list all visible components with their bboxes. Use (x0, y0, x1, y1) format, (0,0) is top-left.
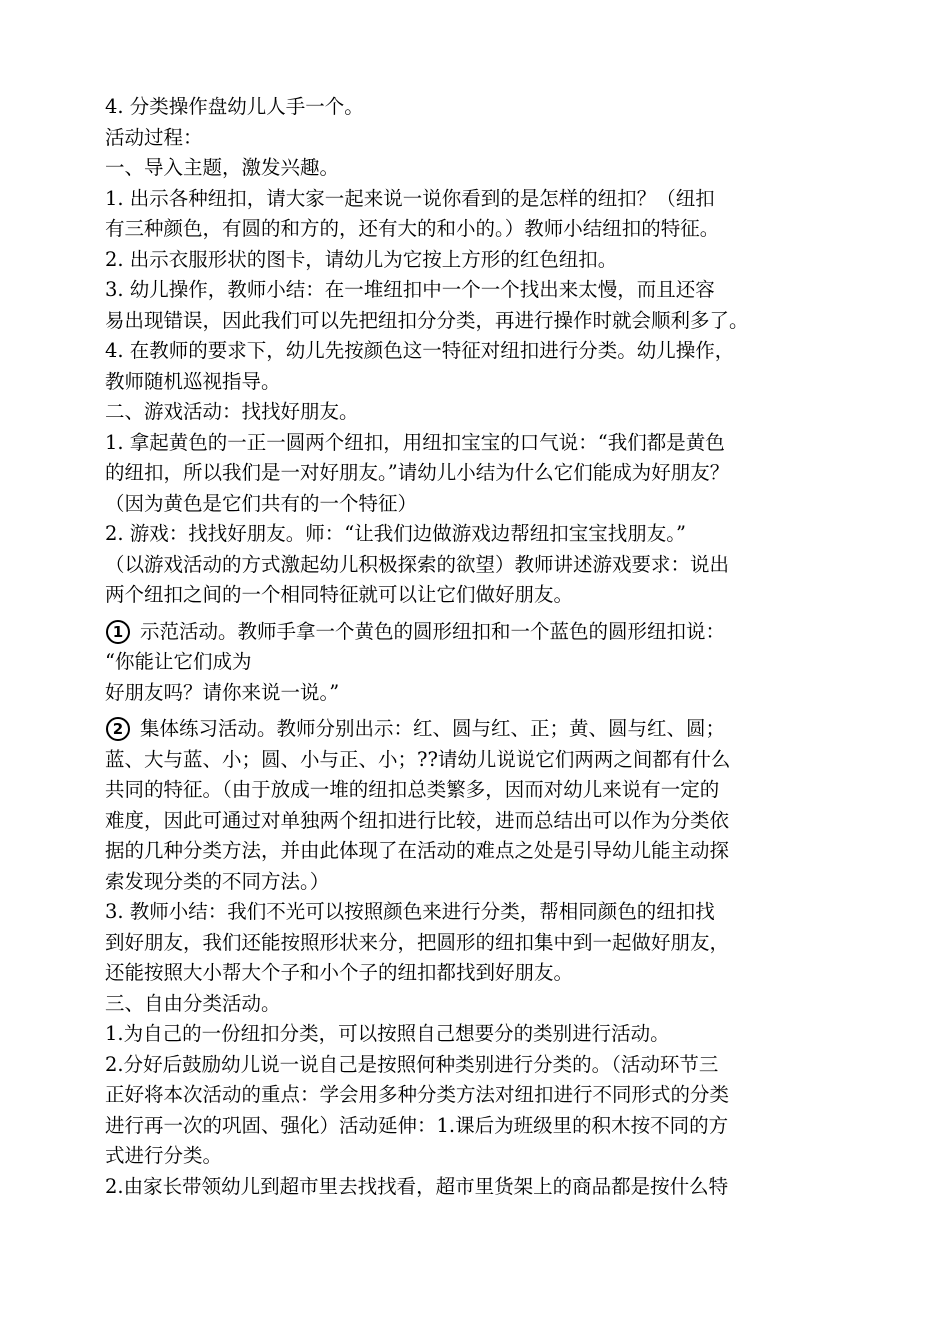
text-line: 3. 教师小结：我们不光可以按照颜色来进行分类，帮相同颜色的纽扣找 (105, 900, 715, 923)
text-line: 4. 分类操作盘幼儿人手一个。 (105, 95, 364, 118)
text-line: 1. 出示各种纽扣，请大家一起来说一说你看到的是怎样的纽扣？（纽扣 (105, 186, 715, 210)
text-line: 2.由家长带领幼儿到超市里去找找看，超市里货架上的商品都是按什么特 (105, 1174, 729, 1198)
text-line: （因为黄色是它们共有的一个特征） (105, 491, 418, 515)
text-line: 4. 在教师的要求下，幼儿先按颜色这一特征对纽扣进行分类。幼儿操作， (105, 339, 735, 362)
text-line: 难度，因此可通过对单独两个纽扣进行比较，进而总结出可以作为分类依 (105, 808, 730, 832)
text-line: 进行再一次的巩固、强化）活动延伸：1.课后为班级里的积木按不同的方 (105, 1113, 729, 1137)
text-line: （以游戏活动的方式激起幼儿积极探索的欲望）教师讲述游戏要求：说出 (105, 552, 730, 576)
text-line: 共同的特征。（由于放成一堆的纽扣总类繁多，因而对幼儿来说有一定的 (105, 778, 720, 801)
text-line: 1. 拿起黄色的一正一圆两个纽扣，用纽扣宝宝的口气说：“我们都是黄色 (105, 430, 725, 454)
text-line: 2. 游戏：找找好朋友。师：“让我们边做游戏边帮纽扣宝宝找朋友。” (105, 522, 686, 545)
text-line: 1.为自己的一份纽扣分类，可以按照自己想要分的类别进行活动。 (105, 1022, 670, 1045)
text-line: 索发现分类的不同方法。） (105, 869, 330, 893)
text-line: 两个纽扣之间的一个相同特征就可以让它们做好朋友。 (105, 583, 574, 606)
text-line: 到好朋友，我们还能按照形状来分，把圆形的纽扣集中到一起做好朋友， (105, 930, 730, 954)
circled-item-line (105, 714, 875, 745)
text-line: “你能让它们成为 (105, 650, 252, 673)
text-line: 的纽扣，所以我们是一对好朋友。”请幼儿小结为什么它们能成为好朋友？ (105, 461, 730, 484)
text-line: 2.分好后鼓励幼儿说一说自己是按照何种类别进行分类的。（活动环节三 (105, 1052, 719, 1076)
text-line: 正好将本次活动的重点：学会用多种分类方法对纽扣进行不同形式的分类 (105, 1083, 730, 1106)
section-heading: 二、游戏活动：找找好朋友。 (105, 400, 359, 423)
text-line: 据的几种分类方法，并由此体现了在活动的难点之处是引导幼儿能主动探 (105, 839, 730, 862)
text-line: 好朋友吗？请你来说一说。” (105, 680, 340, 704)
item-text: 集体练习活动。教师分别出示：红、圆与红、正；黄、圆与红、圆； (140, 717, 726, 740)
text-line: 蓝、大与蓝、小；圆、小与正、小；??请幼儿说说它们两两之间都有什么 (105, 747, 731, 771)
text-line: 2. 出示衣服形状的图卡，请幼儿为它按上方形的红色纽扣。 (105, 247, 618, 271)
item-text: 示范活动。教师手拿一个黄色的圆形纽扣和一个蓝色的圆形纽扣说： (140, 619, 726, 643)
text-line: 式进行分类。 (105, 1144, 223, 1167)
section-heading: 一、导入主题，激发兴趣。 (105, 156, 340, 179)
circled-number-marker: 1 (106, 620, 130, 644)
circled-item-line (105, 617, 875, 648)
text-line: 教师随机巡视指导。 (105, 369, 281, 393)
circled-number-marker: 2 (106, 717, 130, 741)
text-line: 3. 幼儿操作，教师小结：在一堆纽扣中一个一个找出来太慢，而且还容 (105, 278, 715, 301)
section-heading: 活动过程： (105, 125, 203, 149)
document-page (105, 92, 875, 1202)
text-line: 有三种颜色，有圆的和方的，还有大的和小的。）教师小结纽扣的特征。 (105, 217, 720, 240)
text-line: 易出现错误，因此我们可以先把纽扣分分类，再进行操作时就会顺利多了。 (105, 308, 749, 332)
text-line: 还能按照大小帮大个子和小个子的纽扣都找到好朋友。 (105, 961, 574, 984)
section-heading: 三、自由分类活动。 (105, 991, 281, 1015)
